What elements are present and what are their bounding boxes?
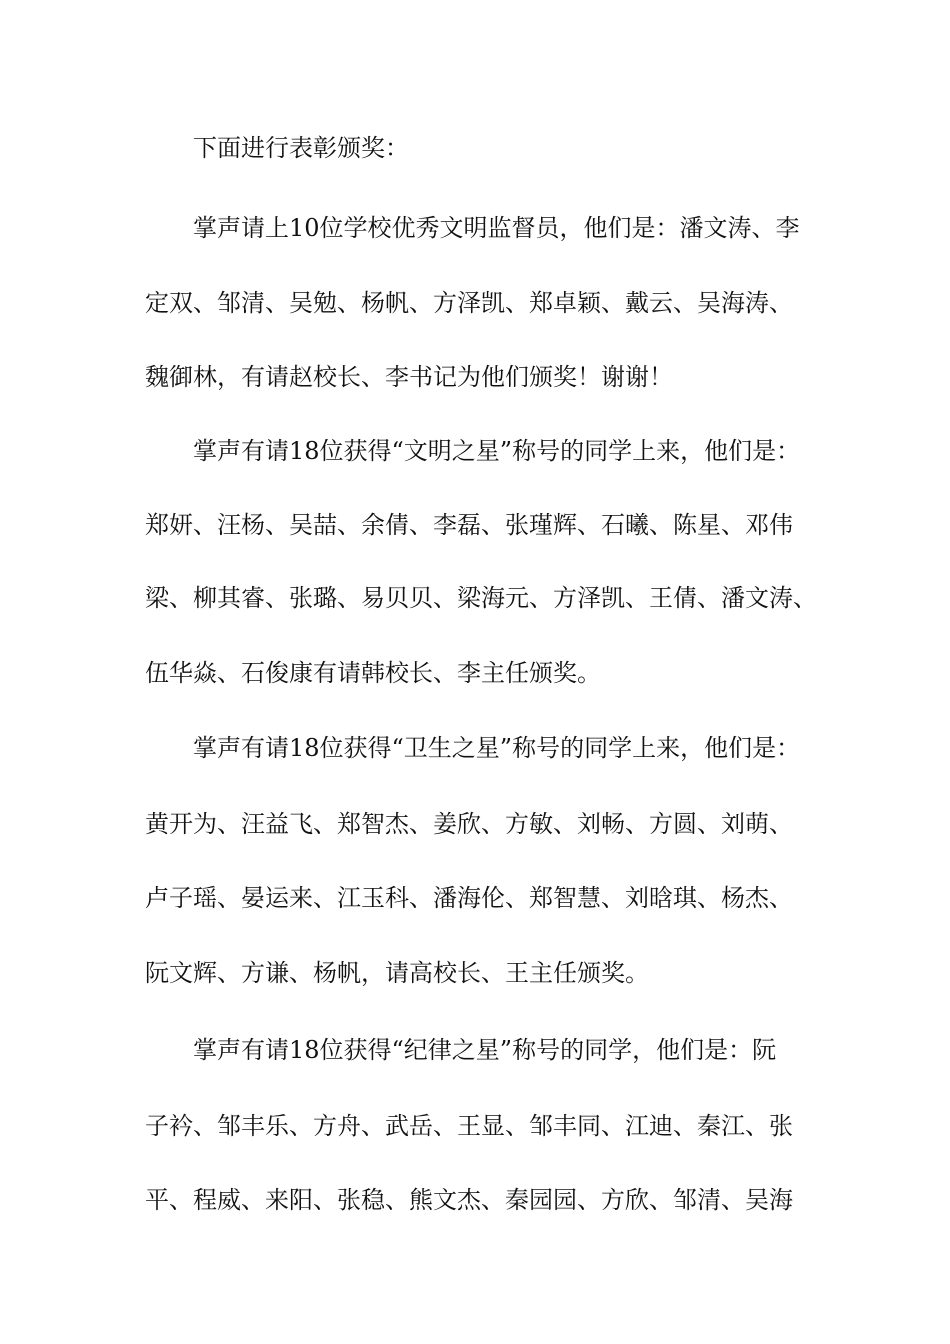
paragraph-civility-line-2: 郑妍、汪杨、吴喆、余倩、李磊、张瑾辉、石曦、陈星、邓伟 (145, 511, 793, 539)
paragraph-hygiene-line-2: 黄开为、汪益飞、郑智杰、姜欣、方敏、刘畅、方圆、刘萌、 (145, 810, 793, 838)
paragraph-supervisors-line-1: 掌声请上10位学校优秀文明监督员，他们是：潘文涛、李 (193, 214, 800, 242)
paragraph-discipline-line-3: 平、程威、来阳、张稳、熊文杰、秦园园、方欣、邹清、吴海 (145, 1186, 793, 1214)
paragraph-supervisors-line-2: 定双、邹清、吴勉、杨帆、方泽凯、郑卓颖、戴云、吴海涛、 (145, 289, 793, 317)
paragraph-hygiene-line-4: 阮文辉、方谦、杨帆，请高校长、王主任颁奖。 (145, 959, 649, 987)
paragraph-hygiene-line-3: 卢子瑶、晏运来、江玉科、潘海伦、郑智慧、刘晗琪、杨杰、 (145, 884, 793, 912)
paragraph-civility-line-3: 梁、柳其睿、张璐、易贝贝、梁海元、方泽凯、王倩、潘文涛、 (145, 584, 817, 612)
paragraph-discipline-line-2: 子衿、邹丰乐、方舟、武岳、王显、邹丰同、江迪、秦江、张 (145, 1112, 793, 1140)
paragraph-discipline-line-1: 掌声有请18位获得“纪律之星”称号的同学，他们是：阮 (193, 1036, 777, 1064)
paragraph-hygiene-line-1: 掌声有请18位获得“卫生之星”称号的同学上来，他们是： (193, 734, 801, 762)
paragraph-civility-line-4: 伍华焱、石俊康有请韩校长、李主任颁奖。 (145, 659, 601, 687)
paragraph-supervisors-line-3: 魏御林，有请赵校长、李书记为他们颁奖！谢谢！ (145, 363, 673, 391)
paragraph-civility-line-1: 掌声有请18位获得“文明之星”称号的同学上来，他们是： (193, 437, 801, 465)
paragraph-intro: 下面进行表彰颁奖： (193, 134, 409, 162)
